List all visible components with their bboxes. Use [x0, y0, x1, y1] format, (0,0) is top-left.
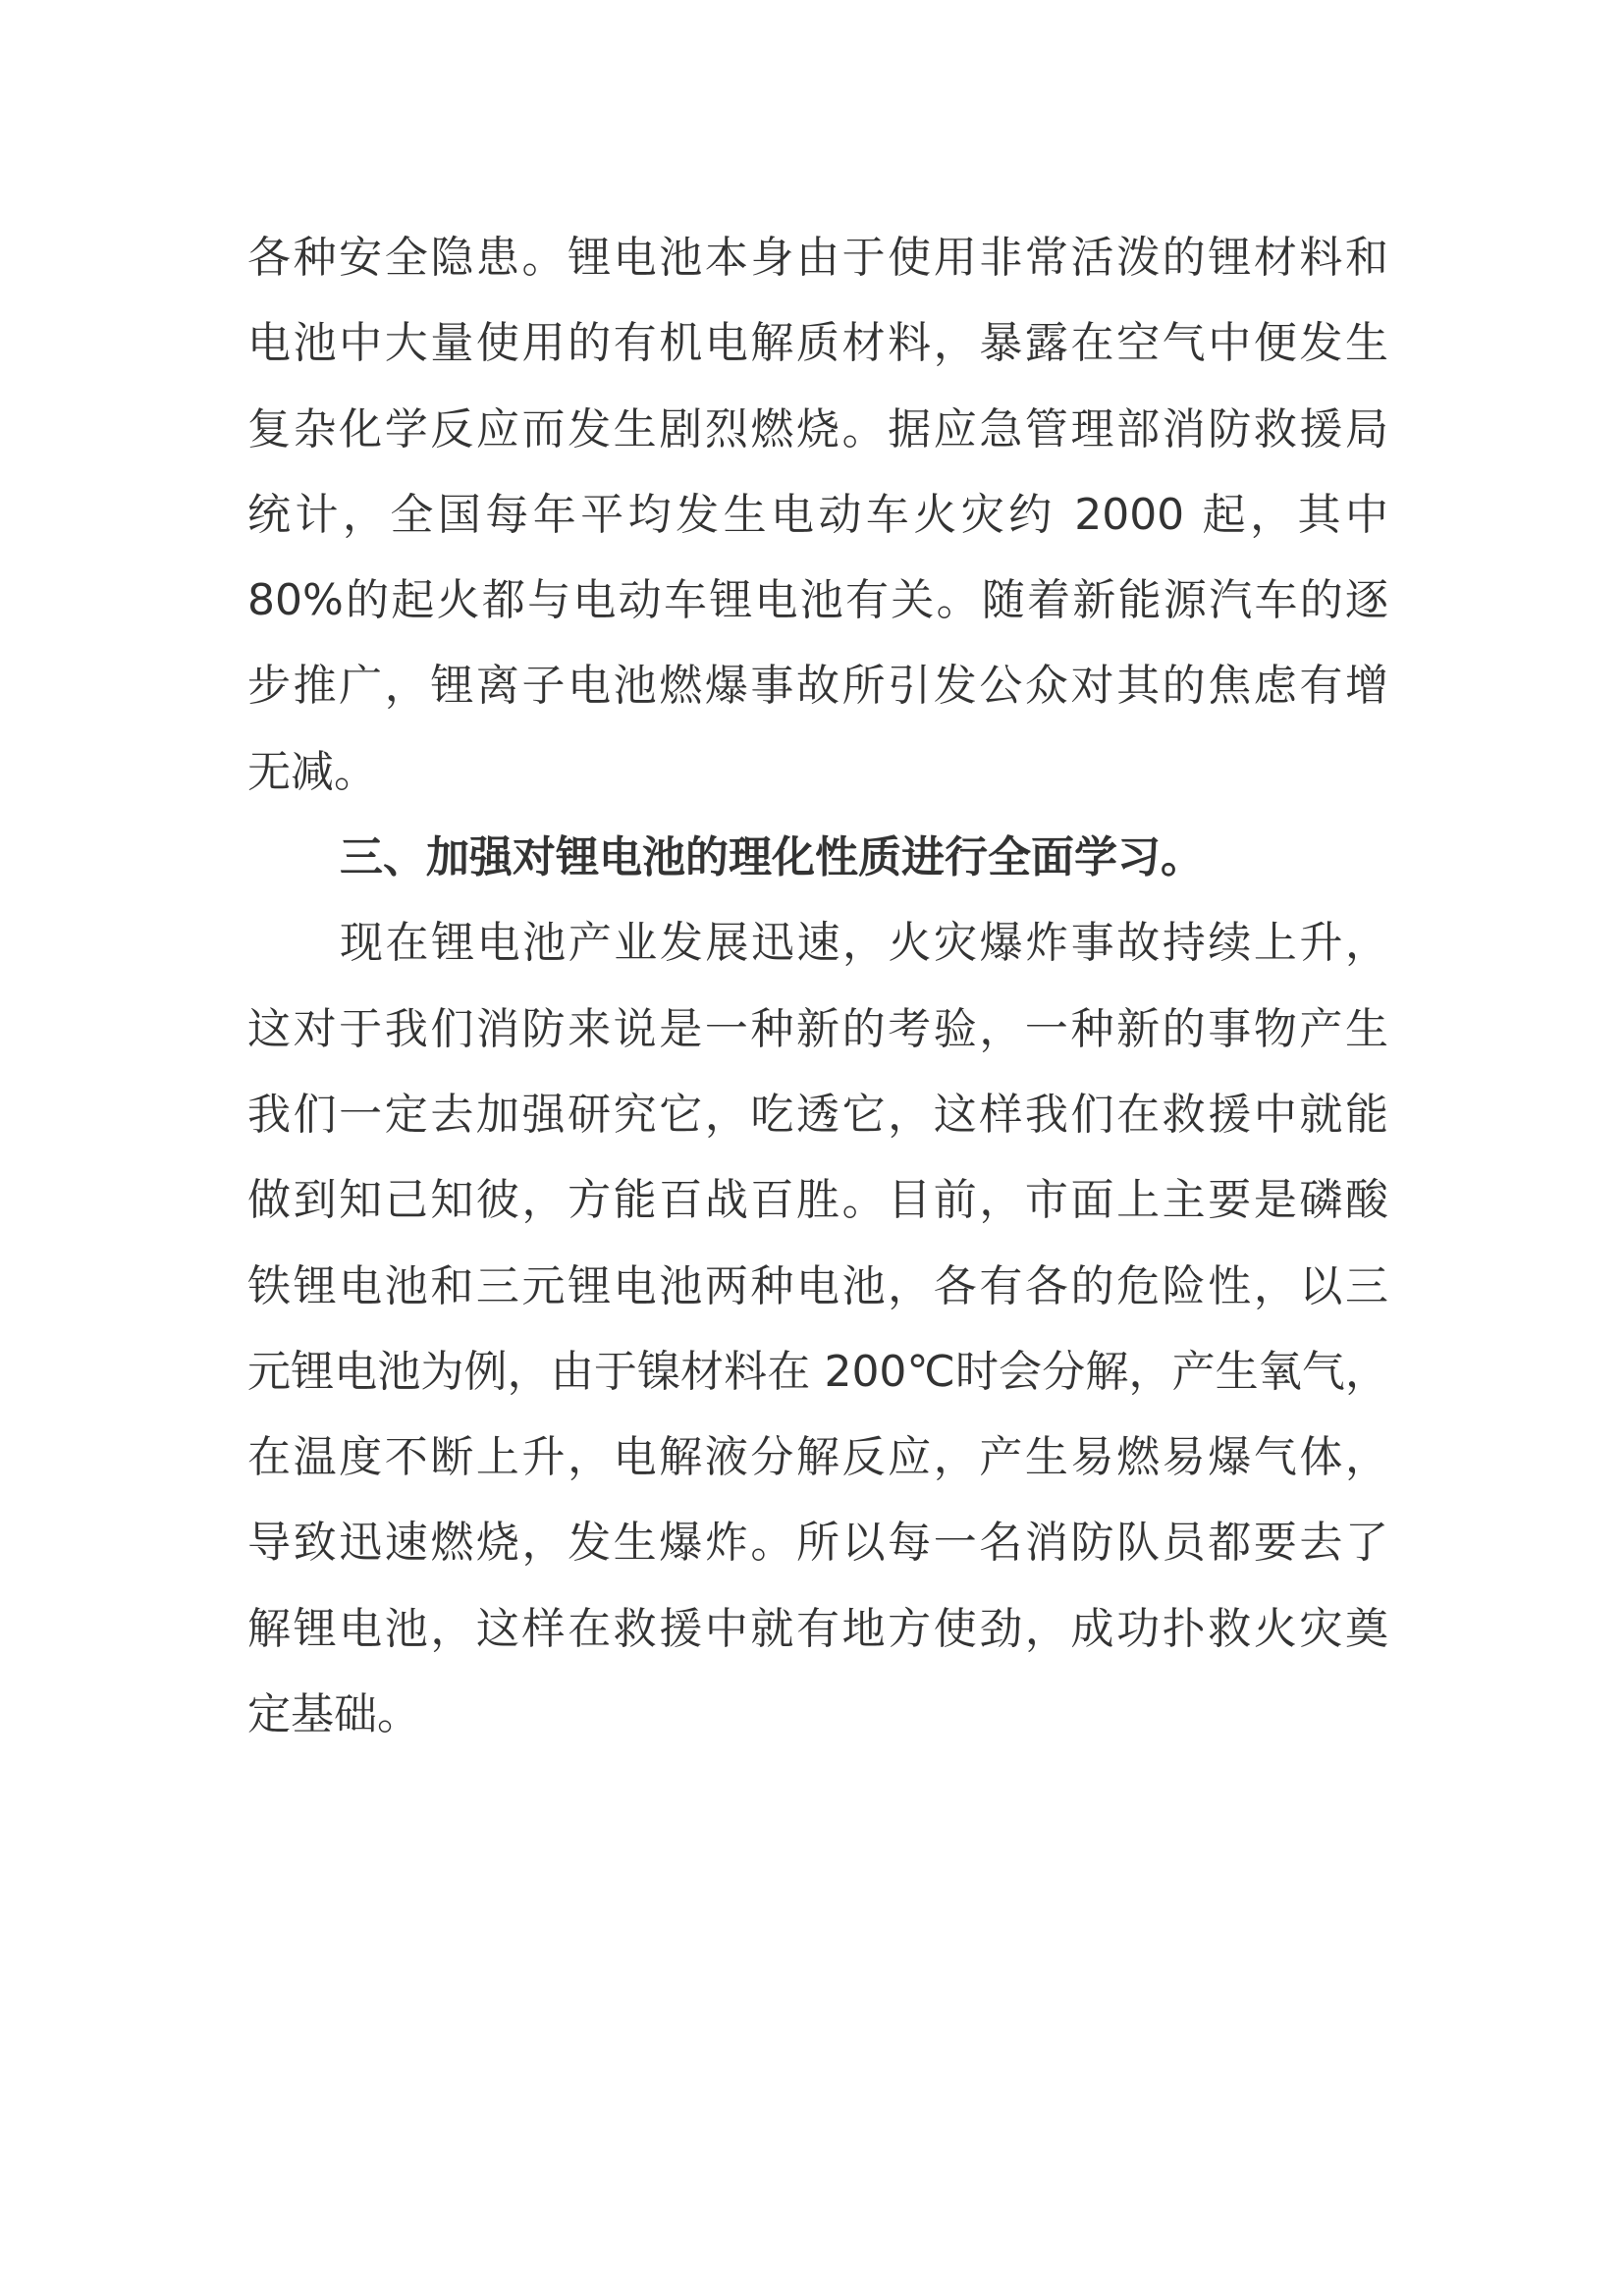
- text-line: 80%的起火都与电动车锂电池有关。随着新能源汽车的逐: [247, 575, 1388, 626]
- text-line: 这对于我们消防来说是一种新的考验，一种新的事物产生: [247, 1003, 1388, 1054]
- text-line: 三、加强对锂电池的理化性质进行全面学习。: [340, 832, 1204, 883]
- text-line: 各种安全隐患。锂电池本身由于使用非常活泼的锂材料和: [247, 233, 1388, 283]
- text-line: 定基础。: [247, 1689, 420, 1740]
- paragraph: [247, 900, 1388, 1757]
- text-line: 复杂化学反应而发生剧烈燃烧。据应急管理部消防救援局: [247, 403, 1388, 454]
- section-heading: [247, 815, 1388, 900]
- text-line: 现在锂电池产业发展迅速，火灾爆炸事故持续上升，: [340, 918, 1388, 969]
- text-line: 解锂电池，这样在救援中就有地方使劲，成功扑救火灾奠: [247, 1603, 1388, 1654]
- text-line: 步推广，锂离子电池燃爆事故所引发公众对其的焦虑有增: [247, 661, 1388, 712]
- text-line: 铁锂电池和三元锂电池两种电池，各有各的危险性，以三: [247, 1260, 1388, 1311]
- text-line: 我们一定去加强研究它，吃透它，这样我们在救援中就能: [247, 1089, 1388, 1140]
- text-line: 元锂电池为例，由于镍材料在 200℃时会分解，产生氧气，: [247, 1346, 1388, 1397]
- text-line: 做到知己知彼，方能百战百胜。目前，市面上主要是磷酸: [247, 1175, 1388, 1226]
- text-line: 统计，全国每年平均发生电动车火灾约 2000 起，其中: [247, 489, 1388, 540]
- text-line: 电池中大量使用的有机电解质材料，暴露在空气中便发生: [247, 318, 1388, 369]
- paragraph: [247, 215, 1388, 815]
- text-line: 导致迅速燃烧，发生爆炸。所以每一名消防队员都要去了: [247, 1518, 1388, 1569]
- document-page: [247, 215, 1388, 1757]
- text-line: 在温度不断上升，电解液分解反应，产生易燃易爆气体，: [247, 1432, 1388, 1483]
- text-line: 无减。: [247, 746, 377, 797]
